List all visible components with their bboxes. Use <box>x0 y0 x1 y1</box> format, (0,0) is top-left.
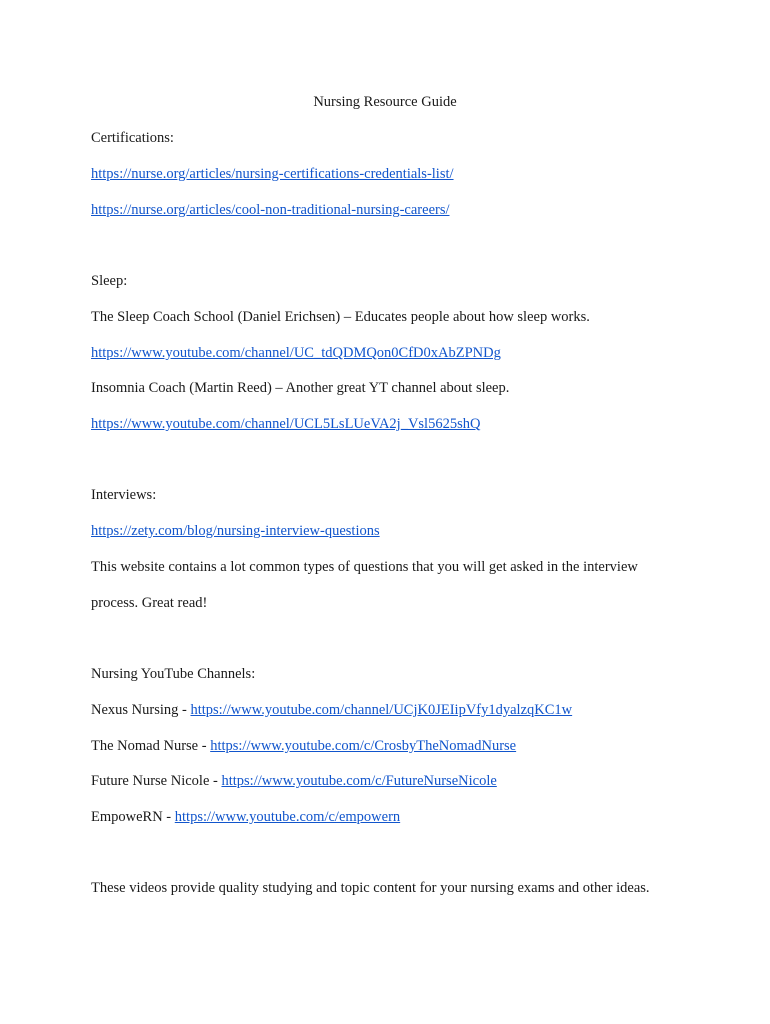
youtube-heading: Nursing YouTube Channels: <box>91 666 256 682</box>
closing-text: These videos provide quality studying and topic content for your nursing exams and other ideas. <box>91 880 650 896</box>
channel-nomad-nurse <box>91 737 516 755</box>
interviews-description-line-1: This website contains a lot common types of questions that you will get asked in the interview <box>91 559 638 575</box>
sleep-coach-school-link[interactable]: https://www.youtube.com/channel/UC_tdQDMQon0CfD0xAbZPNDg <box>91 345 501 361</box>
document-title: Nursing Resource Guide <box>313 94 457 110</box>
channel-nexus-nursing <box>91 701 572 719</box>
non-traditional-careers-link[interactable]: https://nurse.org/articles/cool-non-traditional-nursing-careers/ <box>91 202 450 218</box>
insomnia-coach-link[interactable]: https://www.youtube.com/channel/UCL5LsLUeVA2j_Vsl5625shQ <box>91 416 481 432</box>
certifications-heading: Certifications: <box>91 130 174 146</box>
channel-name: EmpoweRN - <box>91 809 175 825</box>
certifications-link-2 <box>91 201 450 219</box>
channel-link[interactable]: https://www.youtube.com/c/empowern <box>174 809 401 825</box>
channel-link[interactable]: https://www.youtube.com/c/CrosbyTheNomadNurse <box>210 738 517 754</box>
sleep-coach-school-text: The Sleep Coach School (Daniel Erichsen) – Educates people about how sleep works. <box>91 309 590 325</box>
channel-future-nurse-nicole <box>91 772 497 790</box>
channel-link[interactable]: https://www.youtube.com/c/FutureNurseNicole <box>221 773 497 789</box>
interviews-description-line-2: process. Great read! <box>91 595 208 611</box>
channel-empowern <box>91 808 400 826</box>
channel-name: Future Nurse Nicole - <box>91 773 222 789</box>
sleep-heading: Sleep: <box>91 273 128 289</box>
channel-name: The Nomad Nurse - <box>91 738 211 754</box>
channel-name: Nexus Nursing - <box>91 702 191 718</box>
certifications-link-1 <box>91 165 454 183</box>
interviews-link-line <box>91 522 380 540</box>
insomnia-coach-link-line <box>91 415 480 433</box>
interviews-heading: Interviews: <box>91 487 157 503</box>
certifications-credentials-link[interactable]: https://nurse.org/articles/nursing-certifications-credentials-list/ <box>91 166 454 182</box>
sleep-coach-school-link-line <box>91 344 501 362</box>
insomnia-coach-text: Insomnia Coach (Martin Reed) – Another great YT channel about sleep. <box>91 380 510 396</box>
interview-questions-link[interactable]: https://zety.com/blog/nursing-interview-questions <box>91 523 380 539</box>
channel-link[interactable]: https://www.youtube.com/channel/UCjK0JEIipVfy1dyalzqKC1w <box>190 702 573 718</box>
